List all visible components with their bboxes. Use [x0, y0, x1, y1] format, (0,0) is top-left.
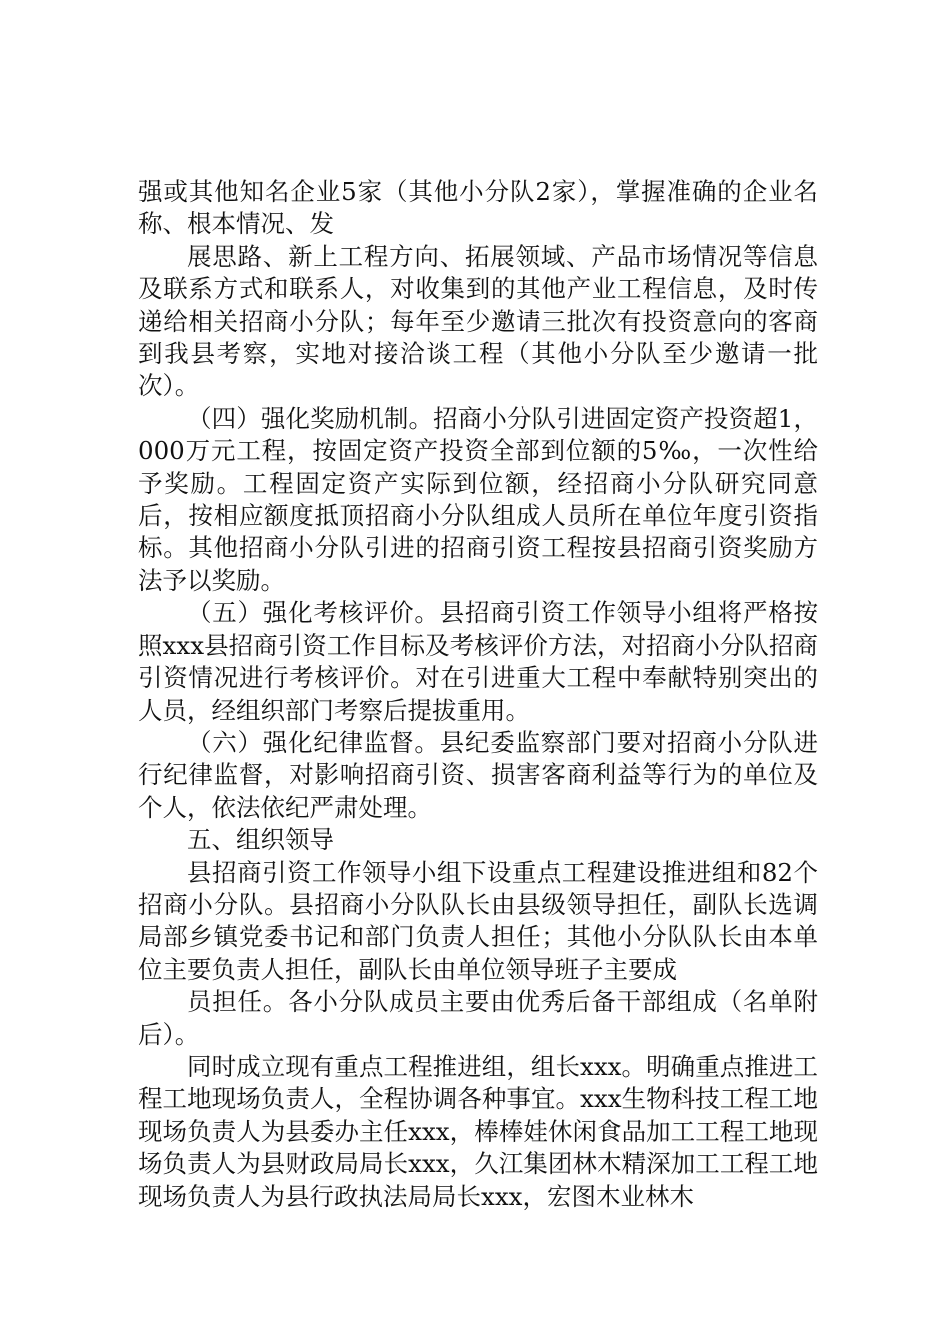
paragraph-8: 员担任。各小分队成员主要由优秀后备干部组成（名单附后）。	[138, 987, 818, 1049]
document-body	[138, 176, 818, 1213]
paragraph-7: 县招商引资工作领导小组下设重点工程建设推进组和82个招商小分队。县招商小分队队长由县级领导担任，副队长选调局部乡镇党委书记和部门负责人担任；其他小分队队长由本单位主要负责人担任，副队长由单位领导班子主要成	[138, 857, 818, 984]
section-heading: 五、组织领导	[187, 825, 334, 855]
paragraph-1: 强或其他知名企业5家（其他小分队2家），掌握准确的企业名称、根本情况、发	[138, 177, 818, 239]
paragraph-5: （六）强化纪律监督。县纪委监察部门要对招商小分队进行纪律监督，对影响招商引资、损害客商利益等行为的单位及个人，依法依纪严肃处理。	[138, 727, 818, 822]
paragraph-4: （五）强化考核评价。县招商引资工作领导小组将严格按照xxx县招商引资工作目标及考核评价方法，对招商小分队招商引资情况进行考核评价。对在引进重大工程中奉献特别突出的人员，经组织部门考察后提拔重用。	[138, 598, 818, 725]
paragraph-9: 同时成立现有重点工程推进组，组长xxx。明确重点推进工程工地现场负责人，全程协调各种事宜。xxx生物科技工程工地现场负责人为县委办主任xxx，棒棒娃休闲食品加工工程工地现场负责人为县财政局局长xxx，久江集团林木精深加工工程工地现场负责人为县行政执法局局长xxx，宏图木业林木	[138, 1051, 818, 1211]
paragraph-3: （四）强化奖励机制。招商小分队引进固定资产投资超1，000万元工程，按固定资产投资全部到位额的5‰，一次性给予奖励。工程固定资产实际到位额，经招商小分队研究同意后，按相应额度抵顶招商小分队组成人员所在单位年度引资指标。其他招商小分队引进的招商引资工程按县招商引资奖励方法予以奖励。	[138, 403, 818, 595]
paragraph-2: 展思路、新上工程方向、拓展领域、产品市场情况等信息及联系方式和联系人，对收集到的其他产业工程信息，及时传递给相关招商小分队；每年至少邀请三批次有投资意向的客商到我县考察，实地对接洽谈工程（其他小分队至少邀请一批次）。	[138, 241, 818, 401]
